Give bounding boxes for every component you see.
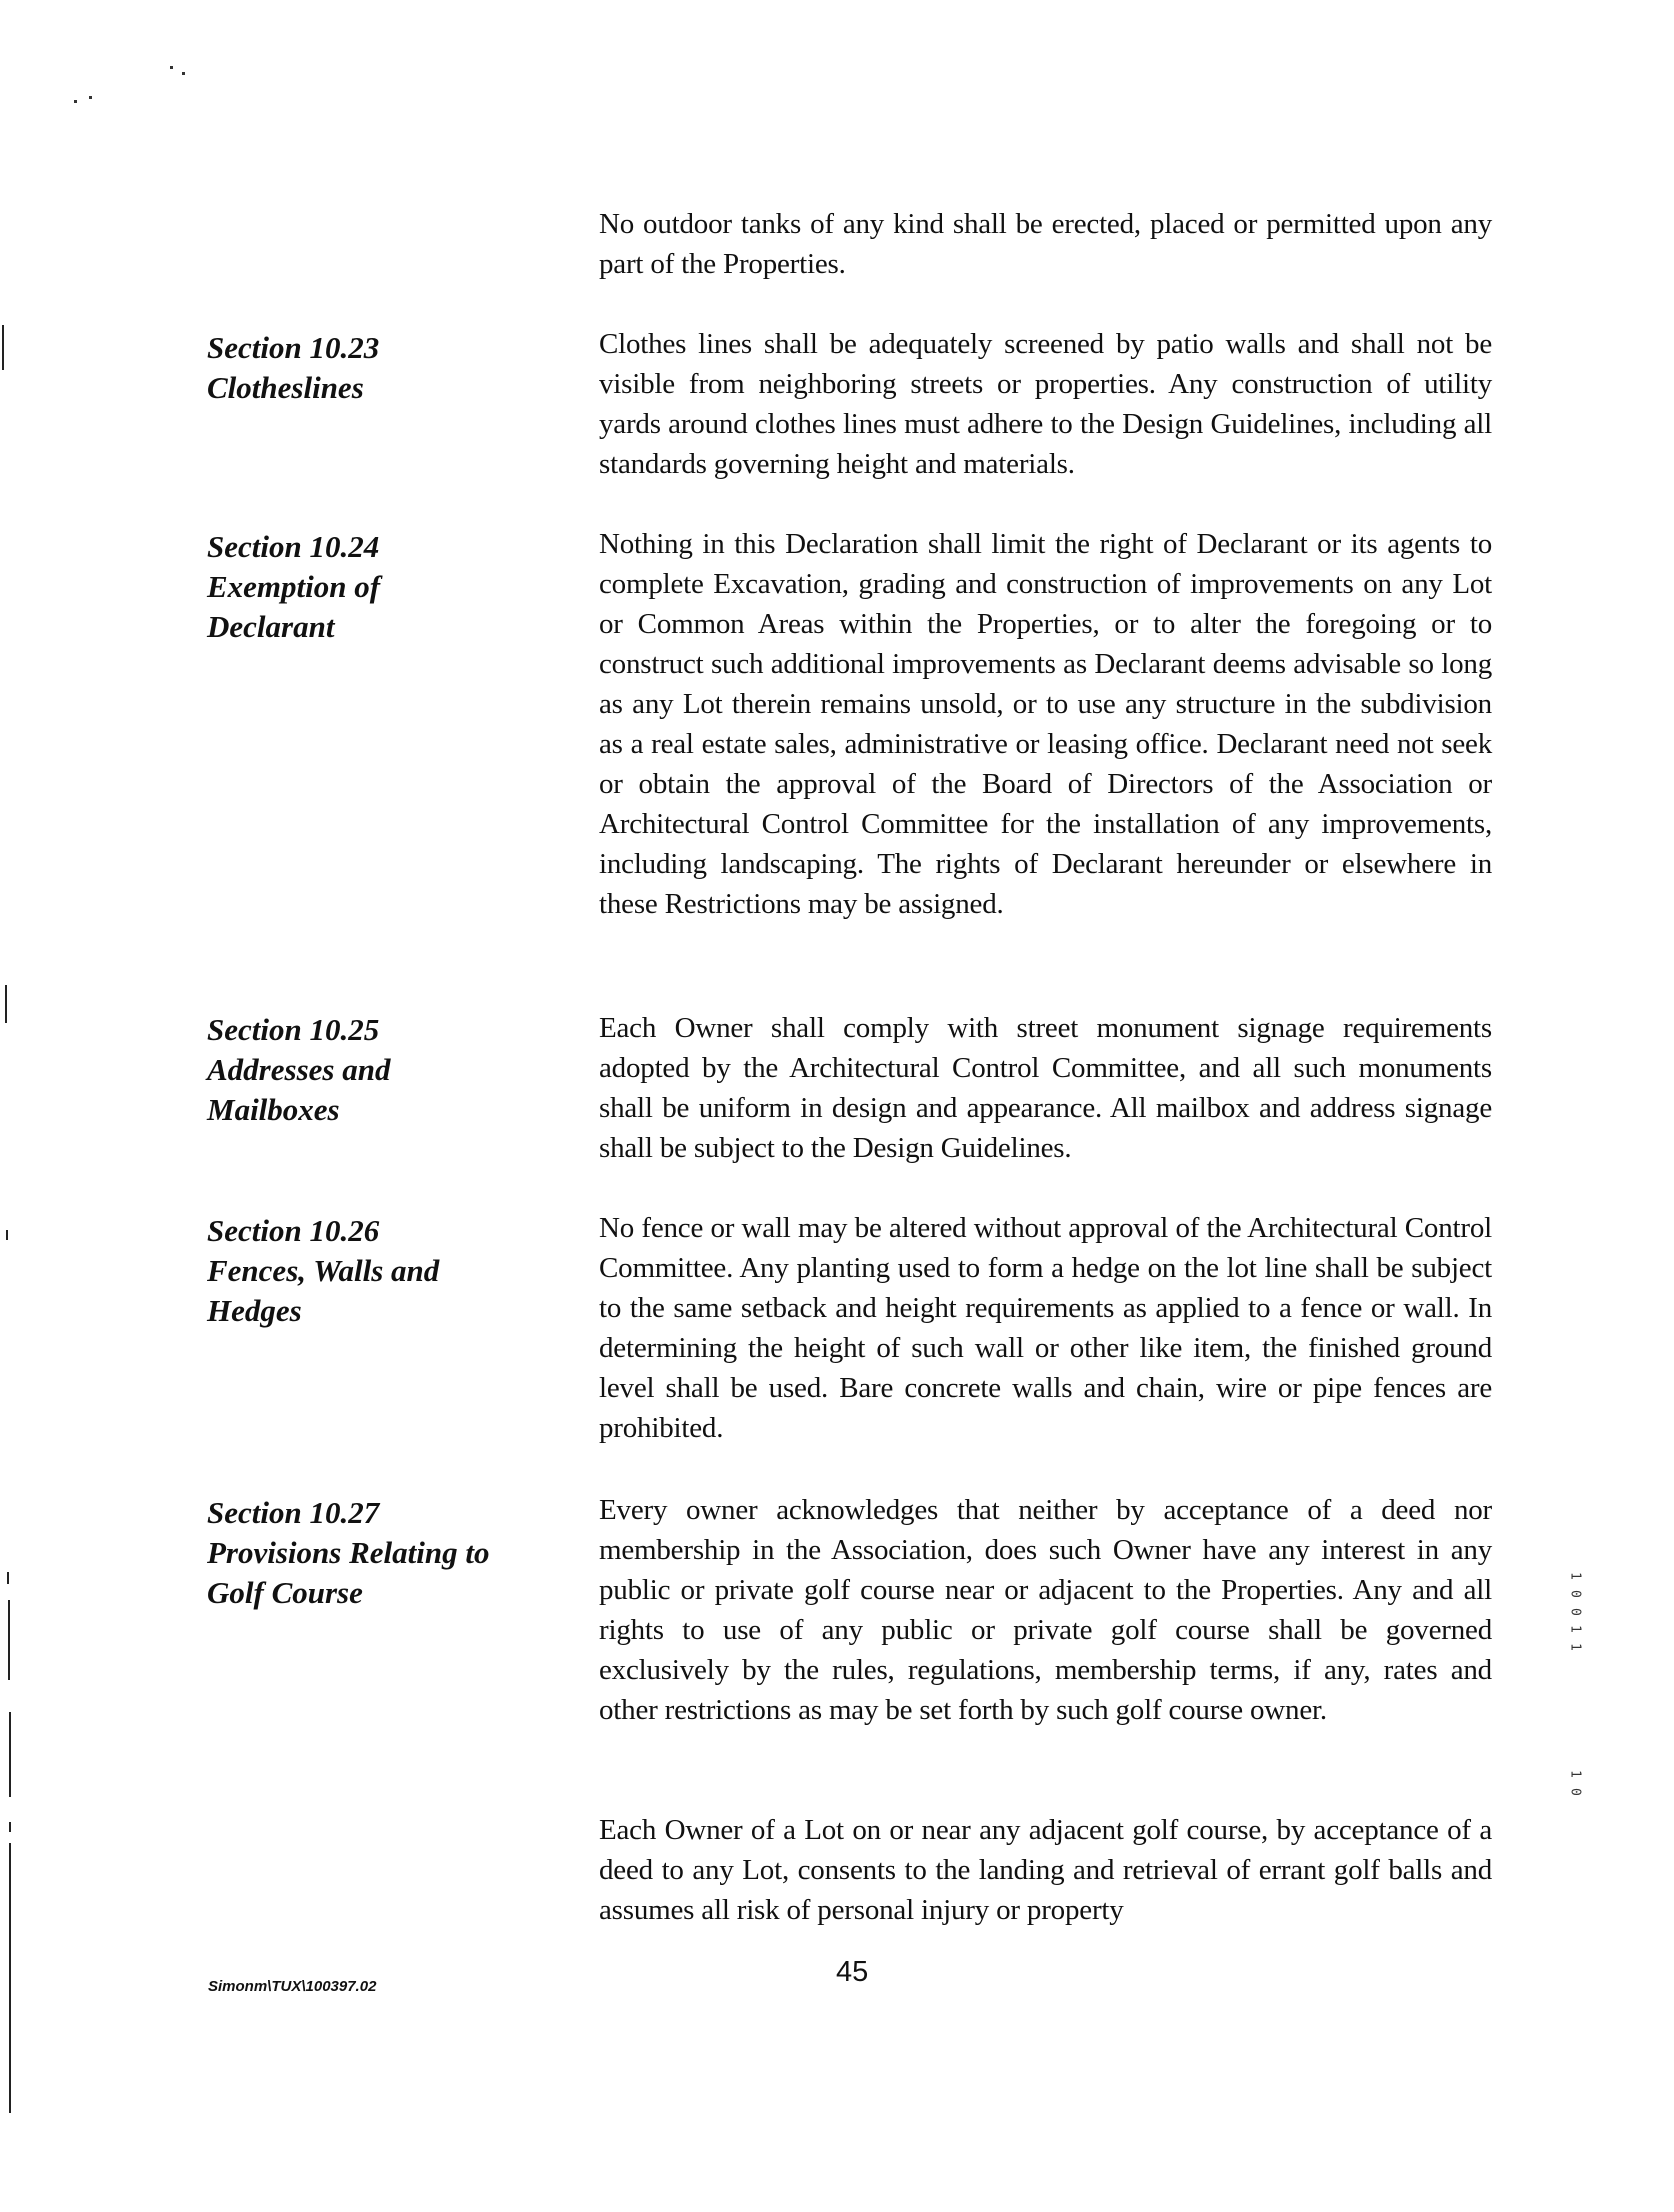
section-paragraph-10-26: No fence or wall may be altered without approval of the Architectural Control Committee. Any planting used to form a hedge on the lot line shall be subject to the same setback and height requirements as applied to a fence or wall. In determining the height of such wall or other like item, the finished ground level shall be used. Bare concrete walls and chain, wire or pipe fences are prohibited. — [599, 1212, 1492, 1444]
section-number: Section 10.23 — [207, 330, 380, 365]
bates-digit: 1 — [1567, 1572, 1583, 1580]
bates-digit: 1 — [1567, 1770, 1583, 1778]
bates-digit: 0 — [1567, 1589, 1583, 1598]
document-id: Simonm\TUX\100397.02 — [208, 1978, 377, 1995]
section-paragraph-10-27-continued: Each Owner of a Lot on or near any adjacent golf course, by acceptance of a deed to any Lot, consents to the landing and retrieval of errant golf balls and assumes all risk of personal injury or property — [599, 1814, 1492, 1926]
bates-digit: 1 — [1567, 1643, 1583, 1652]
section-title: Hedges — [207, 1293, 302, 1328]
section-paragraph-10-23: Clothes lines shall be adequately screened by patio walls and shall not be visible from neighboring streets or properties. Any construction of utility yards around clothes lines must adhere to the Design Guidelines, including all standards governing height and materials. — [599, 328, 1492, 480]
bates-stamp — [1568, 1572, 1582, 1651]
section-heading-10-24 — [207, 527, 547, 647]
bates-stamp-lower — [1568, 1770, 1582, 1796]
section-paragraph-10-25: Each Owner shall comply with street monument signage requirements adopted by the Architectural Control Committee, and all such monuments shall be uniform in design and appearance. All mailbox and address signage shall be subject to the Design Guidelines. — [599, 1012, 1492, 1164]
scan-speck — [74, 100, 77, 103]
section-title: Mailboxes — [207, 1092, 340, 1127]
margin-mark — [5, 985, 7, 1023]
section-title: Declarant — [207, 609, 335, 644]
bates-digit: 1 — [1567, 1625, 1583, 1634]
section-heading-10-23 — [207, 328, 547, 408]
margin-mark — [9, 1843, 11, 2113]
section-title: Provisions Relating to — [207, 1535, 490, 1570]
section-paragraph-10-24: Nothing in this Declaration shall limit the right of Declarant or its agents to complete Excavation, grading and construction of improvements on any Lot or Common Areas within the Properties, or to alter the foregoing or to construct such additional improvements as Declarant deems advisable so long as any Lot therein remains unsold, or to use any structure in the subdivision as a real estate sales, administrative or leasing office. Declarant need not seek or obtain the approval of the Board of Directors of the Association or Architectural Control Committee for the installation of any improvements, including landscaping. The rights of Declarant hereunder or elsewhere in these Restrictions may be assigned. — [599, 528, 1492, 920]
section-number: Section 10.26 — [207, 1213, 380, 1248]
section-title: Addresses and — [207, 1052, 391, 1087]
section-paragraph-10-27: Every owner acknowledges that neither by acceptance of a deed nor membership in the Association, does such Owner have any interest in any public or private golf course near or adjacent to the Properties. Any and all rights to use of any public or private golf course shall be governed exclusively by the rules, regulations, membership terms, if any, rates and other restrictions as may be set forth by such golf course owner. — [599, 1494, 1492, 1726]
scan-speck — [182, 72, 185, 75]
section-title: Fences, Walls and — [207, 1253, 440, 1288]
scan-speck — [170, 66, 173, 69]
margin-mark — [2, 325, 4, 370]
section-number: Section 10.25 — [207, 1012, 380, 1047]
section-heading-10-26 — [207, 1211, 547, 1331]
intro-paragraph: No outdoor tanks of any kind shall be erected, placed or permitted upon any part of the Properties. — [599, 208, 1492, 280]
section-heading-10-27 — [207, 1493, 547, 1613]
bates-digit: 0 — [1567, 1787, 1583, 1796]
section-number: Section 10.27 — [207, 1495, 380, 1530]
section-number: Section 10.24 — [207, 529, 380, 564]
bates-digit: 0 — [1567, 1607, 1583, 1616]
section-title: Exemption of — [207, 569, 381, 604]
section-title: Golf Course — [207, 1575, 363, 1610]
section-title: Clotheslines — [207, 370, 364, 405]
section-heading-10-25 — [207, 1010, 547, 1130]
page-number: 45 — [836, 1956, 869, 1988]
margin-mark — [6, 1230, 8, 1240]
margin-mark — [9, 1712, 11, 1797]
margin-mark — [7, 1572, 9, 1584]
margin-mark — [9, 1822, 11, 1832]
scan-speck — [89, 96, 92, 99]
margin-mark — [8, 1600, 10, 1680]
